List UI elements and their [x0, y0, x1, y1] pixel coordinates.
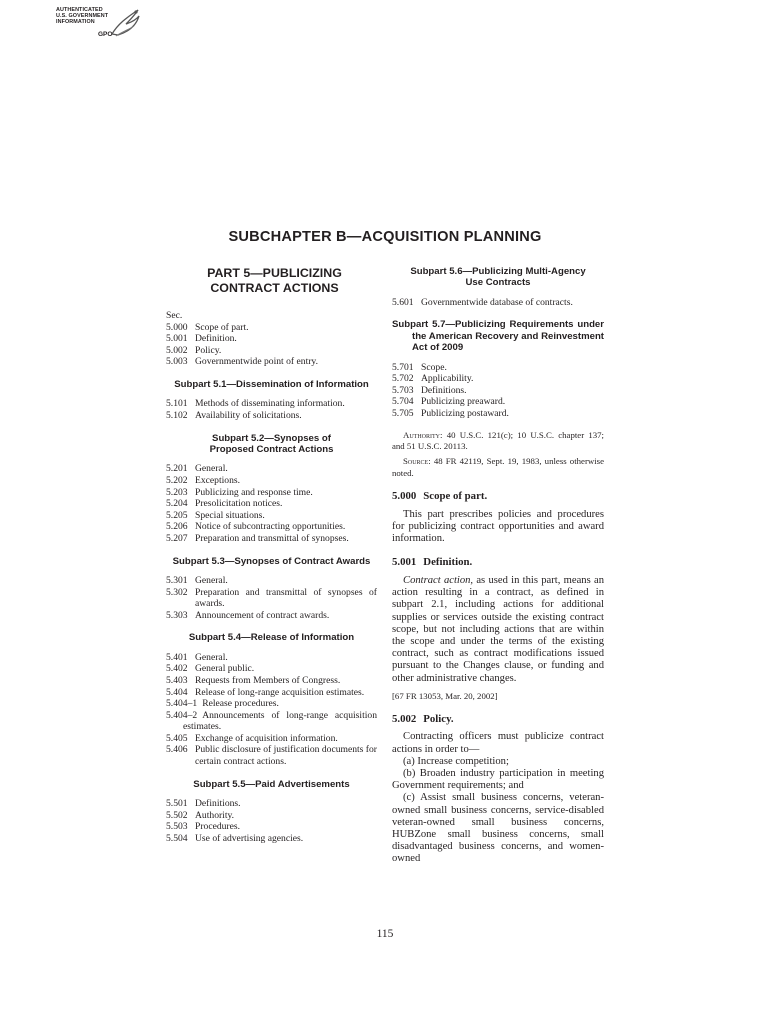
toc-subpart-5-1 [166, 398, 377, 421]
toc-entry [166, 698, 377, 710]
toc-entry-number: 5.003 [166, 356, 188, 368]
toc-subpart-5-3 [166, 575, 377, 621]
toc-entry-title: Methods of disseminating information. [195, 398, 345, 410]
sec-label: Sec. [166, 310, 183, 321]
toc-entry-title: Preparation and transmittal of synopses. [195, 532, 349, 544]
section-title: Definition. [423, 556, 473, 569]
toc-entry-number: 5.504 [166, 832, 188, 844]
toc-entry-number: 5.702 [392, 373, 414, 385]
toc-entry [166, 744, 377, 767]
part-title: PART 5—PUBLICIZING CONTRACT ACTIONS [207, 266, 342, 295]
toc-entry-number: 5.204 [166, 498, 188, 510]
toc-entry [166, 410, 377, 422]
toc-entry-title: Definitions. [195, 798, 241, 810]
subpart-5-5-heading: Subpart 5.5—Paid Advertisements [193, 778, 350, 790]
toc-entry-number: 5.703 [392, 384, 414, 396]
toc-entry-title: Definitions. [421, 384, 467, 396]
toc-entry-title: Publicizing and response time. [195, 486, 313, 498]
toc-entry [166, 487, 377, 499]
toc-entry-number: 5.207 [166, 532, 188, 544]
toc-entry-number: 5.302 [166, 586, 188, 598]
toc-entry [166, 575, 377, 587]
eagle-icon [106, 4, 142, 44]
section-paragraph: (c) Assist small business concerns, veteran-owned small business concerns, service-disabled veteran-owned small business concerns, HUBZone small business concerns, small disadvantaged business concerns, and women-owned [392, 792, 604, 865]
toc-entry [166, 798, 377, 810]
toc-entry-title: Use of advertising agencies. [195, 832, 304, 844]
toc-subpart-5-7 [392, 362, 604, 420]
defined-term: Contract action, [403, 575, 474, 587]
source-note [392, 456, 604, 479]
toc-entry [166, 587, 377, 610]
toc-entry [392, 408, 604, 420]
toc-entry-number: 5.102 [166, 409, 188, 421]
toc-entry [166, 498, 377, 510]
toc-entry-number: 5.701 [392, 361, 414, 373]
subpart-5-7-heading: Subpart 5.7—Publicizing Requirements under the American Recovery and Reinvestment Act of 2009 [392, 319, 604, 354]
section-5002-body [392, 731, 604, 865]
authority-text: 40 U.S.C. 121(c); 10 U.S.C. chapter 137; and 51 U.S.C. 20113. [392, 429, 604, 451]
page-number: 115 [376, 928, 394, 940]
logo-line: U.S. GOVERNMENT [56, 13, 109, 20]
toc-entry-title: Publicizing postaward. [421, 408, 509, 419]
section-paragraph: (b) Broaden industry participation in meeting Government requirements; and [392, 768, 604, 792]
toc-entry-number: 5.001 [166, 333, 188, 345]
toc-entry-number: 5.202 [166, 474, 188, 486]
toc-entry [392, 362, 604, 374]
section-5002-heading [392, 714, 604, 726]
section-number: 5.000 [392, 490, 417, 503]
citation: [67 FR 13053, Mar. 20, 2002] [392, 690, 498, 701]
toc-entry-title: Exchange of acquisition information. [195, 732, 338, 744]
toc-entry-title: Release procedures. [202, 698, 279, 710]
toc-entry-title: Scope of part. [195, 321, 249, 333]
toc-entry-number: 5.704 [392, 396, 414, 408]
toc-entry [166, 810, 377, 822]
source-label: Source: [403, 456, 431, 467]
toc-entry-title: Policy. [195, 344, 222, 356]
section-number: 5.002 [392, 712, 417, 725]
toc-entry-title: Definition. [195, 333, 237, 345]
logo-gpo-text: GPO [98, 31, 113, 38]
toc-entry [392, 373, 604, 385]
toc-entry-title: Announcements of long-range acquisition estimates. [183, 709, 377, 733]
gpo-authentication-logo [56, 4, 144, 48]
toc-entry-number: 5.705 [392, 408, 414, 419]
toc-entry-title: Release of long-range acquisition estimates. [195, 686, 365, 698]
toc-entry-number: 5.203 [166, 486, 188, 498]
toc-entry [166, 463, 377, 475]
toc-entry [166, 710, 377, 733]
toc-entry [166, 322, 377, 334]
toc-entry-title: Procedures. [195, 821, 241, 833]
subpart-5-3-heading: Subpart 5.3—Synopses of Contract Awards [172, 555, 371, 567]
toc-entry-number: 5.205 [166, 509, 188, 521]
authority-label: Authority: [403, 429, 443, 440]
section-paragraph: (a) Increase competition; [403, 755, 509, 767]
toc-entry [166, 356, 377, 368]
toc-entry-title: Governmentwide point of entry. [195, 356, 318, 368]
toc-entry [166, 687, 377, 699]
toc-entry-title: Publicizing preaward. [421, 396, 506, 408]
toc-entry-number: 5.401 [166, 651, 188, 663]
logo-text [56, 7, 108, 26]
toc-entry-title: Requests from Members of Congress. [195, 674, 341, 686]
toc-entry-title: Public disclosure of justification documents for certain contract actions. [195, 744, 377, 768]
toc-entry [166, 345, 377, 357]
logo-line: AUTHENTICATED [56, 7, 103, 13]
toc-entry-number: 5.404–1 [166, 698, 198, 710]
toc-entry-title: Authority. [195, 809, 235, 821]
toc-entry-title: Preparation and transmittal of synopses of awards. [195, 586, 377, 610]
subpart-5-6-heading: Subpart 5.6—Publicizing Multi-Agency Use Contracts [410, 266, 586, 289]
section-5001-body [392, 575, 604, 685]
toc-entry-number: 5.502 [166, 809, 188, 821]
left-column [166, 266, 377, 844]
toc-entry [166, 652, 377, 664]
toc-entry-number: 5.206 [166, 521, 188, 533]
toc-entry-number: 5.000 [166, 321, 188, 333]
section-paragraph: This part prescribes policies and procedures for publicizing contract opportunities and award information. [392, 508, 604, 545]
toc-entry [166, 675, 377, 687]
toc-entry-title: Governmentwide database of contracts. [421, 296, 573, 308]
authority-note [392, 430, 604, 453]
subpart-5-4-heading: Subpart 5.4—Release of Information [188, 632, 355, 644]
section-5000-heading [392, 491, 604, 503]
toc-entry-number: 5.403 [166, 674, 188, 686]
toc-subpart-5-5 [166, 798, 377, 844]
section-5001-heading [392, 557, 604, 569]
toc-entry [166, 733, 377, 745]
toc-entry-number: 5.301 [166, 574, 188, 586]
section-5000-body [392, 509, 604, 546]
toc-entry-title: Notice of subcontracting opportunities. [195, 521, 346, 533]
toc-entry-title: Special situations. [195, 509, 265, 521]
section-title: Policy. [423, 712, 454, 725]
toc-entry-number: 5.601 [392, 296, 414, 308]
subpart-5-2-heading: Subpart 5.2—Synopses of Proposed Contract Actions [209, 432, 334, 455]
toc-entry-title: Availability of solicitations. [195, 409, 302, 421]
toc-entry [166, 821, 377, 833]
toc-entry [166, 510, 377, 522]
toc-entry-title: General. [195, 574, 228, 586]
toc-entry [392, 297, 604, 309]
toc-entry-title: Announcement of contract awards. [195, 609, 330, 621]
right-column [392, 266, 604, 866]
toc-entry-title: Scope. [421, 361, 447, 373]
section-paragraph [392, 575, 604, 685]
toc-entry [392, 396, 604, 408]
toc-entry [166, 521, 377, 533]
toc-entry-number: 5.406 [166, 744, 188, 756]
toc-entry [166, 475, 377, 487]
toc-entry-number: 5.503 [166, 821, 188, 833]
subpart-5-1-heading: Subpart 5.1—Dissemination of Information [174, 378, 369, 390]
toc-entry [392, 385, 604, 397]
toc-entry-number: 5.405 [166, 732, 188, 744]
section-title: Scope of part. [423, 490, 488, 503]
toc-entry-title: Presolicitation notices. [195, 498, 283, 510]
toc-entry-number: 5.402 [166, 663, 188, 675]
logo-line: INFORMATION [56, 19, 95, 26]
toc-entry [166, 663, 377, 675]
toc-subpart-5-6 [392, 297, 604, 309]
section-paragraph: Contracting officers must publicize contract actions in order to— [392, 731, 604, 755]
toc-subpart-5-4 [166, 652, 377, 768]
toc-entry-title: Exceptions. [195, 474, 241, 486]
toc-entry-number: 5.101 [166, 398, 188, 410]
subchapter-title: SUBCHAPTER B—ACQUISITION PLANNING [228, 229, 542, 245]
toc-entry [166, 833, 377, 845]
toc-entry-number: 5.002 [166, 344, 188, 356]
definition-text: as used in this part, means an action resulting in a contract, as defined in subpart 2.1, including actions for additional supplies or services outside the existing contract scope, but not including actions that are within the scope and under the terms of the existing contract, such as contract modifications issued pursuant to the Changes clause, or funding and other administrative changes. [392, 575, 604, 684]
toc-entry-number: 5.303 [166, 609, 188, 621]
toc-entry-number: 5.201 [166, 463, 188, 475]
toc-entry-number: 5.404 [166, 686, 188, 698]
toc-entry-title: General public. [195, 663, 255, 675]
toc-main [166, 322, 377, 368]
toc-entry-title: Applicability. [421, 373, 474, 385]
toc-entry [166, 533, 377, 545]
source-text: 48 FR 42119, Sept. 19, 1983, unless otherwise noted. [392, 456, 604, 478]
toc-entry-number: 5.404–2 [166, 709, 198, 721]
toc-entry-number: 5.501 [166, 798, 188, 810]
toc-entry [166, 610, 377, 622]
toc-entry-title: General. [195, 463, 228, 475]
section-number: 5.001 [392, 556, 417, 569]
toc-entry-title: General. [195, 651, 228, 663]
toc-subpart-5-2 [166, 463, 377, 544]
toc-entry [166, 333, 377, 345]
toc-entry [166, 398, 377, 410]
